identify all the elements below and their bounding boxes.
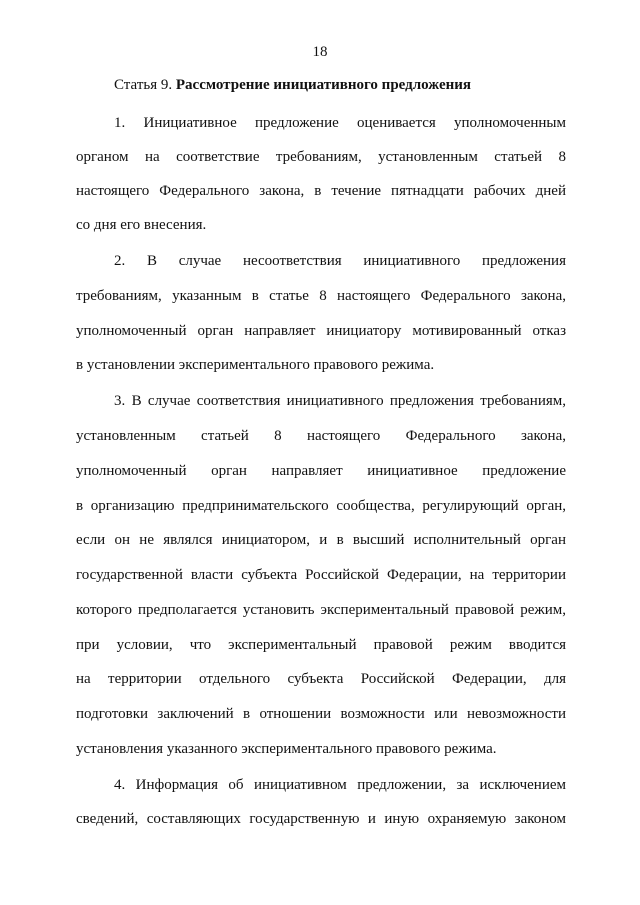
article-heading — [114, 76, 566, 94]
paragraph-line: в установлении экспериментального правового режима. — [76, 357, 435, 373]
paragraph-line: 4. Информация об инициативном предложении, за исключением — [114, 777, 566, 793]
article-prefix: Статья 9. — [114, 77, 173, 93]
paragraph-line: 3. В случае соответствия инициативного предложения требованиям, — [114, 393, 566, 409]
paragraph-line: подготовки заключений в отношении возможности или невозможности — [76, 706, 566, 722]
paragraph-line: если он не являлся инициатором, и в высший исполнительный орган — [76, 532, 566, 548]
paragraph-line: которого предполагается установить экспериментальный правовой режим, — [76, 602, 566, 618]
paragraph-line: уполномоченный орган направляет инициатору мотивированный отказ — [76, 323, 566, 339]
paragraph-line: государственной власти субъекта Российской Федерации, на территории — [76, 567, 566, 583]
paragraph-line: 1. Инициативное предложение оценивается уполномоченным — [114, 115, 566, 131]
paragraph-line: органом на соответствие требованиям, установленным статьей 8 — [76, 149, 566, 165]
paragraph-line: на территории отдельного субъекта Российской Федерации, для — [76, 671, 566, 687]
paragraph-line: уполномоченный орган направляет инициативное предложение — [76, 463, 566, 479]
paragraph-line: сведений, составляющих государственную и иную охраняемую законом — [76, 811, 566, 827]
paragraph-line: при условии, что экспериментальный правовой режим вводится — [76, 637, 566, 653]
article-title: Рассмотрение инициативного предложения — [175, 77, 471, 93]
paragraph-line: установления указанного экспериментального правового режима. — [76, 741, 497, 757]
paragraph-line: требованиям, указанным в статье 8 настоящего Федерального закона, — [76, 288, 566, 304]
paragraph-line: в организацию предпринимательского сообщества, регулирующий орган, — [76, 498, 566, 514]
paragraph-line: установленным статьей 8 настоящего Федерального закона, — [76, 428, 566, 444]
page-number: 18 — [312, 44, 328, 60]
paragraph-line: со дня его внесения. — [76, 217, 207, 233]
paragraph-line: настоящего Федерального закона, в течение пятнадцати рабочих дней — [76, 183, 566, 199]
paragraph-line: 2. В случае несоответствия инициативного предложения — [114, 253, 566, 269]
